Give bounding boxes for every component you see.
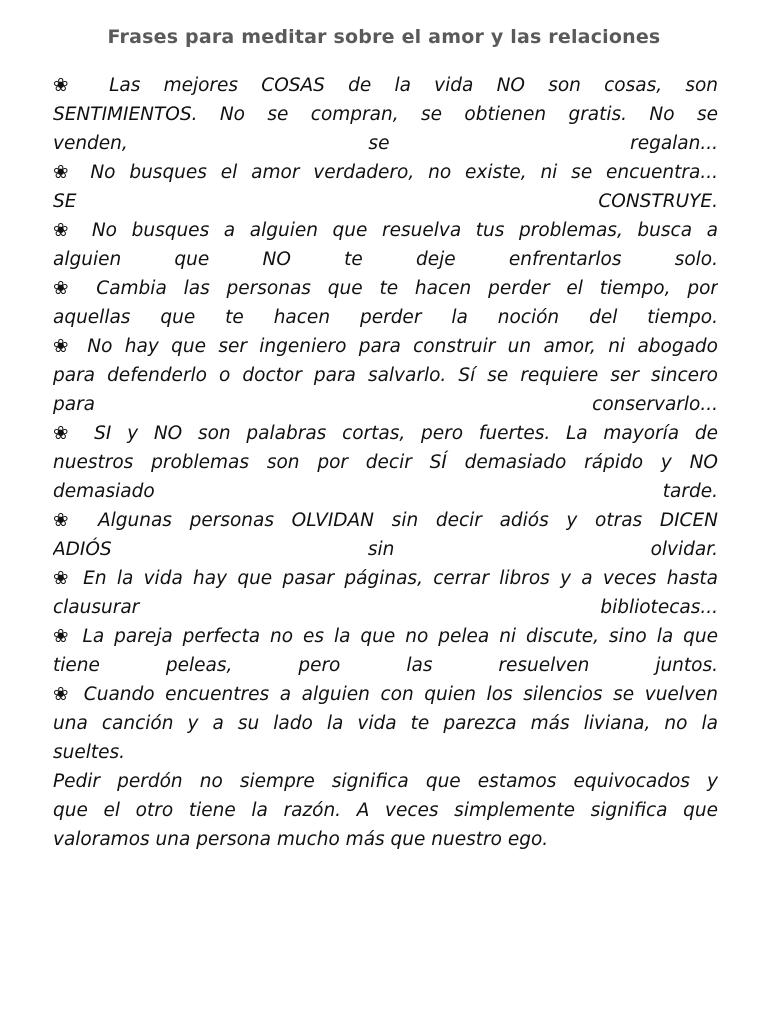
text-line: ADIÓS sin olvidar. (53, 539, 718, 560)
text-line: sueltes. (53, 742, 126, 763)
text-line: demasiado tarde. (53, 481, 718, 502)
text-line: venden, se regalan... (53, 133, 718, 154)
text-line: ❀ La pareja perfecta no es la que no pelea ni discute, sino la que (53, 626, 718, 647)
quotes-body (53, 71, 718, 854)
text-line: valoramos una persona mucho más que nuestro ego. (53, 829, 549, 850)
text-line: ❀ Las mejores COSAS de la vida NO son cosas, son (53, 75, 718, 96)
text-line: ❀ En la vida hay que pasar páginas, cerrar libros y a veces hasta (53, 568, 718, 589)
text-line: ❀ No busques el amor verdadero, no existe, ni se encuentra... (53, 162, 718, 183)
text-line: para conservarlo... (53, 394, 718, 415)
text-line: aquellas que te hacen perder la noción del tiempo. (53, 307, 718, 328)
text-line: SE CONSTRUYE. (53, 191, 718, 212)
text-line: alguien que NO te deje enfrentarlos solo. (53, 249, 718, 270)
text-line: ❀ Cambia las personas que te hacen perder el tiempo, por (53, 278, 718, 299)
text-line: ❀ No hay que ser ingeniero para construir un amor, ni abogado (53, 336, 718, 357)
text-line: nuestros problemas son por decir SÍ demasiado rápido y NO (53, 452, 718, 473)
text-line: SENTIMIENTOS. No se compran, se obtienen gratis. No se (53, 104, 718, 125)
text-line: tiene peleas, pero las resuelven juntos. (53, 655, 718, 676)
text-line: ❀ Cuando encuentres a alguien con quien los silencios se vuelven (53, 684, 718, 705)
text-line: una canción y a su lado la vida te parezca más liviana, no la (53, 713, 718, 734)
text-line: para defenderlo o doctor para salvarlo. Sí se requiere ser sincero (53, 365, 718, 386)
text-line: ❀ Algunas personas OLVIDAN sin decir adiós y otras DICEN (53, 510, 718, 531)
text-line: ❀ SI y NO son palabras cortas, pero fuertes. La mayoría de (53, 423, 718, 444)
text-line: que el otro tiene la razón. A veces simplemente significa que (53, 800, 718, 821)
text-line: clausurar bibliotecas... (53, 597, 718, 618)
text-line: Pedir perdón no siempre significa que estamos equivocados y (53, 771, 718, 792)
text-line: ❀ No busques a alguien que resuelva tus problemas, busca a (53, 220, 718, 241)
document-title: Frases para meditar sobre el amor y las relaciones (107, 26, 661, 48)
